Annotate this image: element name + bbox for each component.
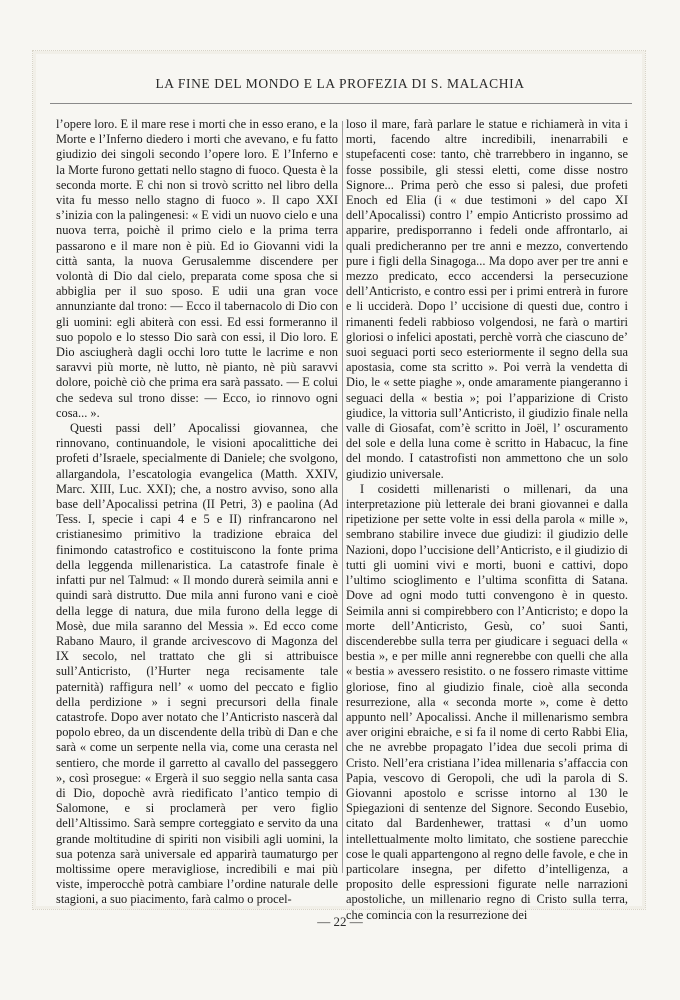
right-paragraph-2: I cosidetti millenaristi o millenari, da una interpretazione più letterale dei brani giovannei e dalla ripetizione per sette volte in essi della parola « mille », sembrano stabilire invece due giudizi: il giudizio delle Nazioni, dopo l’uccisione dell’Anticristo, e il giudizio di tutti gli uomini vivi e morti, buoni e cattivi, dopo l’ultimo scioglimento e l’ultima sconfitta di Satana. Dove ad ogni modo tutti convengono è in questo. Seimila anni si compirebbero con l’Anticristo; e dopo la morte dell’Anticristo, Gesù, co’ suoi Santi, discenderebbe sulla terra per giudicare i seguaci della « bestia », e per mille anni regnerebbe con quelli che alla « bestia » avessero resistito. o ne fossero rimaste vittime gloriose, fino al giudizio finale, cioè alla seconda resurrezione, alla « seconda morte », come è detto appunto nell’ Apocalissi. Anche il millenarismo sembra aver origini ebraiche, e si fa il nome di certo Rabbi Elia, che ne avrebbe propagato l’idea due secoli prima di Cristo. Nell’era cristiana l’idea millenaria s’affaccia con Papia, vescovo di Geropoli, che udì la parola di S. Giovanni apostolo e scrisse intorno al 130 le Spiegazioni di sentenze del Signore. Secondo Eusebio, citato dal Bardenhewer, trattasi « d’un uomo intellettualmente molto limitato, che sostiene parecchie cose le quali appartengono al regno delle favole, e che in particolare insegna, per difetto d’intelligenza, a proposito delle espressioni figurate nelle narrazioni apostoliche, un millenario regno di Cristo sulla terra, che comincia con la resurrezione dei (346, 481, 628, 922)
right-column (346, 117, 628, 922)
right-paragraph-1: loso il mare, farà parlare le statue e richiamerà in vita i morti, facendo altre incredibili, inenarrabili e stupefacenti cose: tanto, chè trarrebbero in inganno, se fosse possibile, gli stessi eletti, come disse nostro Signore... Prima però che esso si palesi, due profeti Enoch ed Elia (i « due testimoni » del capo XI dell’Apocalissi) contro l’ empio Anticristo prossimo ad apparire, predisporranno i fedeli onde affrontarlo, ai quali predicheranno per tre anni e mezzo, convertendo pure i figli della Sinagoga... Ma dopo aver per tre anni e mezzo predicato, ecco accendersi la persecuzione dell’Anticristo, e contro essi per i primi entrerà in furore e li ucciderà. Dopo l’ uccisione di questi due, contro i rimanenti fedeli rabbioso volgendosi, ne farà o martiri gloriosi o infelici apostati, perchè vorrà che ciascuno de’ suoi seguaci porti seco esteriormente il segno della sua apostasia, come sta scritto ». Poi verrà la vendetta di Dio, le « sette piaghe », onde amaramente piangeranno i seguaci della « bestia »; poi l’apparizione di Cristo giudice, la vittoria sull’Anticristo, il giudizio finale nella valle di Giosafat, com’è scritto in Joël, l’ oscuramento del sole e della luna come è scritto in Habacuc, la fine del mondo. I catastrofisti non ammettono che un solo giudizio universale. (346, 117, 628, 481)
column-divider (342, 121, 343, 873)
left-paragraph-1: l’opere loro. E il mare rese i morti che in esso erano, e la Morte e l’Inferno diedero i morti che avevano, e fu fatto giudizio dei singoli secondo l’opere loro. E l’Inferno e la Morte furono gettati nello stagno di fuoco. Questa è la seconda morte. E chi non si trovò scritto nel libro della vita fu messo nello stagno di fuoco ». Il capo XXI s’inizia con la palingenesi: « E vidi un nuovo cielo e una nuova terra, poichè il primo cielo e la prima terra passarono e il mare non è più. Ed io Giovanni vidi la città santa, la nuova Gerusalemme discendere per volontà di Dio dal cielo, preparata come sposa che si abbiglia per il suo sposo. E udii una gran voce annunziante dal trono: — Ecco il tabernacolo di Dio con gli uomini: egli abiterà con essi. Ed essi formeranno il suo popolo e lo stesso Dio sarà con essi, il Dio loro. E Dio asciugherà dagli occhi loro tutte le lacrime e non saravvi più morte, nè lutto, nè pianto, nè più saravvi dolore, poichè ciò che prima era sarà passato. — E colui che sedeva sul trono disse: — Ecco, io rinnovo ogni cosa... ». (56, 117, 338, 420)
running-title: LA FINE DEL MONDO E LA PROFEZIA DI S. MALACHIA (155, 76, 525, 91)
header-rule (50, 103, 632, 104)
left-column (56, 117, 338, 907)
page-number: — 22 — (317, 914, 363, 929)
left-paragraph-2: Questi passi dell’ Apocalissi giovannea, che rinnovano, continuandole, le visioni apocalittiche dei profeti d’Israele, specialmente di Daniele; che svolgono, allargandola, l’escatologia evangelica (Matth. XXIV, Marc. XIII, Luc. XXI); che, a nostro avviso, sono alla base dell’Apocalissi petrina (II Petri, 3) e paolina (Ad Tess. I, specie i capi 4 e 5 e II) rinfrancarono nel cristianesimo primitivo la tradizione ebraica del finimondo catastrofico e costituiscono la fonte prima della leggenda millenaristica. La catastrofe finale è infatti pur nel Talmud: « Il mondo durerà seimila anni e quindi sarà distrutto. Due mila anni furono vani e cioè della legge di natura, due mila furono della legge di Mosè, due mila saranno del Messia ». Ed ecco come Rabano Mauro, il grande arcivescovo di Magonza del IX secolo, nel trattato che gli si attribuisce sull’Anticristo, (l’Hurter nega recisamente tale paternità) raffigura nell’ « uomo del peccato e figlio della perdizione » i segni precursori della finale catastrofe. Dopo aver notato che l’Anticristo nascerà dal popolo ebreo, da un discendente della tribù di Dan e che sarà « come un serpente nella via, come una cerasta nel sentiero, che morde il garretto al cavallo del passeggero », così prosegue: « Ergerà il suo seggio nella santa casa di Dio, dopochè avrà riedificato l’antico tempio di Salomone, e si proclamerà per vero figlio dell’Altissimo. Sarà sempre corteggiato e servito da una grande moltitudine di spiriti non visibili agli uomini, la sua potenza sarà universale ed apparirà taumaturgo per moltissime opere meravigliose, incredibili e mai più viste, imperocchè potrà cambiare l’ordine naturale delle stagioni, a suo piacimento, farà calmo o procel- (56, 421, 338, 907)
